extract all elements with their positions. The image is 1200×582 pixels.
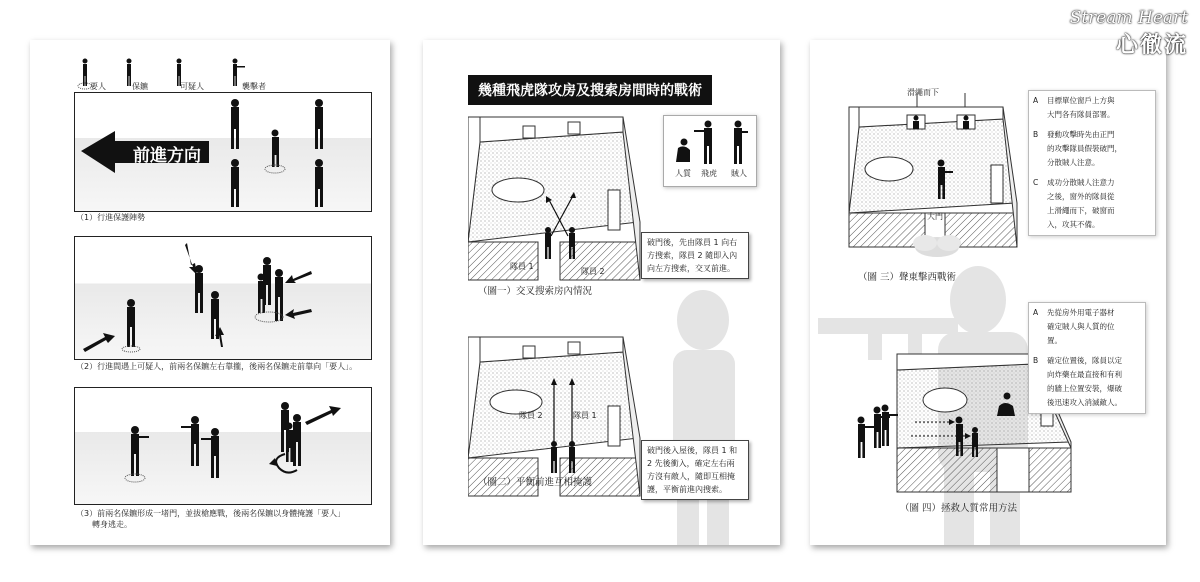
fig2-member2: 隊員 2 bbox=[519, 411, 543, 420]
legend-swat: 飛虎 bbox=[701, 169, 717, 178]
legend-vip: 要人 bbox=[90, 82, 106, 91]
fig1-room bbox=[468, 112, 653, 284]
caption-1: （1）行進保護陣勢 bbox=[76, 213, 146, 222]
caption-2: （2）行進間遇上可疑人，前兩名保鑣左右靠攏，後兩名保鑣走前靠向「要人」。 bbox=[76, 362, 358, 371]
legend-suspect: 可疑人 bbox=[180, 82, 204, 91]
fig1-note: 破門後，先由隊員 1 向右 方搜索，隊員 2 隨即入內 向左方搜索，交叉前進。 bbox=[641, 232, 749, 279]
fig1-caption: （圖一）交叉搜索房內情況 bbox=[478, 286, 593, 297]
caption-3-cont: 轉身逃走。 bbox=[92, 520, 132, 529]
page-title: 幾種飛虎隊攻房及搜索房間時的戰術 bbox=[468, 75, 712, 105]
silhouette-bg bbox=[643, 280, 780, 545]
page-rescue-methods bbox=[810, 40, 1166, 545]
fig2-caption: （圖二）平衡前進互相掩護 bbox=[478, 477, 593, 488]
counterattack-illustration bbox=[75, 388, 371, 504]
direction-label: 前進方向 bbox=[133, 146, 201, 166]
panel-formation bbox=[74, 92, 372, 212]
page-bodyguard bbox=[30, 40, 390, 545]
legend-box bbox=[663, 115, 757, 187]
legend-box-figures bbox=[664, 116, 756, 171]
watermark-logo: Stream Heart 心徹流 bbox=[1069, 8, 1188, 58]
fig2-note: 破門後入屋後，隊員 1 和 2 先後衝入，確定左右兩 方沒有敵人，隨即互相掩 護，平衡前進內搜索。 bbox=[641, 440, 749, 500]
fig3-caption: （圖 三）聲東擊西戰術 bbox=[858, 272, 957, 283]
legend-hostage: 人質 bbox=[675, 169, 691, 178]
fig3-notes: A 目標單位窗戶上方與 大門各有隊員部署。 B 發動攻擊時先由正門 的攻擊隊員假裝破門， 分散賊人注意。 C 成功分散賊人注意力 之後，窗外的隊員從 上滑繩而下，破窗而 入，攻其不備。 bbox=[1028, 90, 1156, 236]
legend-attacker: 襲擊者 bbox=[242, 82, 266, 91]
rope-label: 滑繩而下 bbox=[907, 88, 939, 97]
fig4-caption: （圖 四）拯救人質常用方法 bbox=[900, 503, 1018, 514]
legend-bodyguard: 保鑣 bbox=[132, 82, 148, 91]
fig4-notes: A 先從房外用電子器材 確定賊人與人質的位 置。 B 確定位置後，隊員以定 向炸藥在最直接和有利 的牆上位置安裝，爆破 後迅速攻入消滅敵人。 bbox=[1028, 302, 1146, 414]
suspect-illustration bbox=[75, 237, 371, 359]
page-swat-tactics bbox=[423, 40, 780, 545]
fig3-room bbox=[845, 85, 1025, 260]
panel-suspect bbox=[74, 236, 372, 360]
fig2-member1: 隊員 1 bbox=[573, 411, 597, 420]
legend-criminal: 賊人 bbox=[731, 169, 747, 178]
formation-illustration bbox=[75, 93, 371, 211]
fig1-member1: 隊員 1 bbox=[510, 262, 534, 271]
door-label: 大門 bbox=[927, 212, 943, 221]
caption-3: （3）前兩名保鑣形成一堵門，並拔槍應戰，後兩名保鑣以身體掩護「要人」 bbox=[76, 509, 346, 518]
panel-counterattack bbox=[74, 387, 372, 505]
fig1-member2: 隊員 2 bbox=[581, 267, 605, 276]
